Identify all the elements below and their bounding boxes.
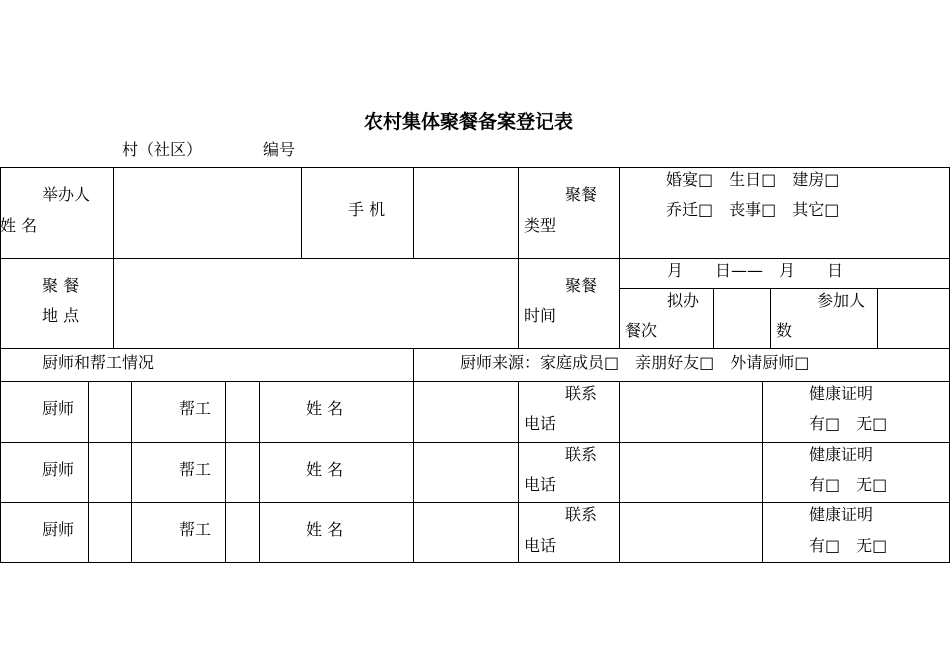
health-cert-label: 健康证明 [809, 384, 874, 403]
name-label: 姓 名 [306, 460, 344, 479]
chef-source-options: 厨师来源：家庭成员□ 亲朋好友□ 外请厨师□ [460, 353, 810, 372]
chef-label: 厨师 [42, 399, 75, 418]
contact-label-line2: 电话 [524, 414, 557, 433]
health-cert-options: 有□ 无□ [809, 414, 888, 433]
phone-label: 手 机 [348, 200, 386, 219]
health-cert-label: 健康证明 [809, 445, 874, 464]
health-cert-label: 健康证明 [809, 505, 874, 524]
chef-label: 厨师 [42, 460, 75, 479]
health-cert-options: 有□ 无□ [809, 536, 888, 555]
chef-label: 厨师 [42, 520, 75, 539]
meal-type-label-line1: 聚餐 [565, 185, 598, 204]
helper-label: 帮工 [179, 460, 212, 479]
name-label: 姓 名 [306, 399, 344, 418]
meal-time-label-line2: 时间 [524, 306, 557, 325]
place-label-line1: 聚 餐 [42, 276, 80, 295]
host-label-line2: 姓 名 [0, 216, 38, 235]
meal-type-options-line1: 婚宴□ 生日□ 建房□ [666, 170, 840, 189]
contact-label-line2: 电话 [524, 536, 557, 555]
number-label: 编号 [263, 140, 296, 159]
meal-type-label-line2: 类型 [524, 216, 557, 235]
place-label-line2: 地 点 [42, 306, 80, 325]
contact-label-line1: 联系 [565, 445, 598, 464]
host-label-line1: 举办人 [42, 185, 91, 204]
attendees-label-line1: 参加人 [817, 291, 866, 310]
health-cert-options: 有□ 无□ [809, 475, 888, 494]
contact-label-line2: 电话 [524, 475, 557, 494]
date-range: 月 日—— 月 日 [667, 261, 844, 280]
meal-time-label-line1: 聚餐 [565, 276, 598, 295]
name-label: 姓 名 [306, 520, 344, 539]
meal-type-options-line2: 乔迁□ 丧事□ 其它□ [666, 200, 840, 219]
contact-label-line1: 联系 [565, 505, 598, 524]
attendees-label-line2: 数 [776, 321, 793, 340]
village-label: 村（社区） [122, 140, 203, 159]
planned-meals-label-line2: 餐次 [625, 321, 658, 340]
chef-helper-info-label: 厨师和帮工情况 [42, 353, 155, 372]
form-title: 农村集体聚餐备案登记表 [364, 111, 574, 133]
helper-label: 帮工 [179, 399, 212, 418]
contact-label-line1: 联系 [565, 384, 598, 403]
helper-label: 帮工 [179, 520, 212, 539]
planned-meals-label-line1: 拟办 [667, 291, 700, 310]
